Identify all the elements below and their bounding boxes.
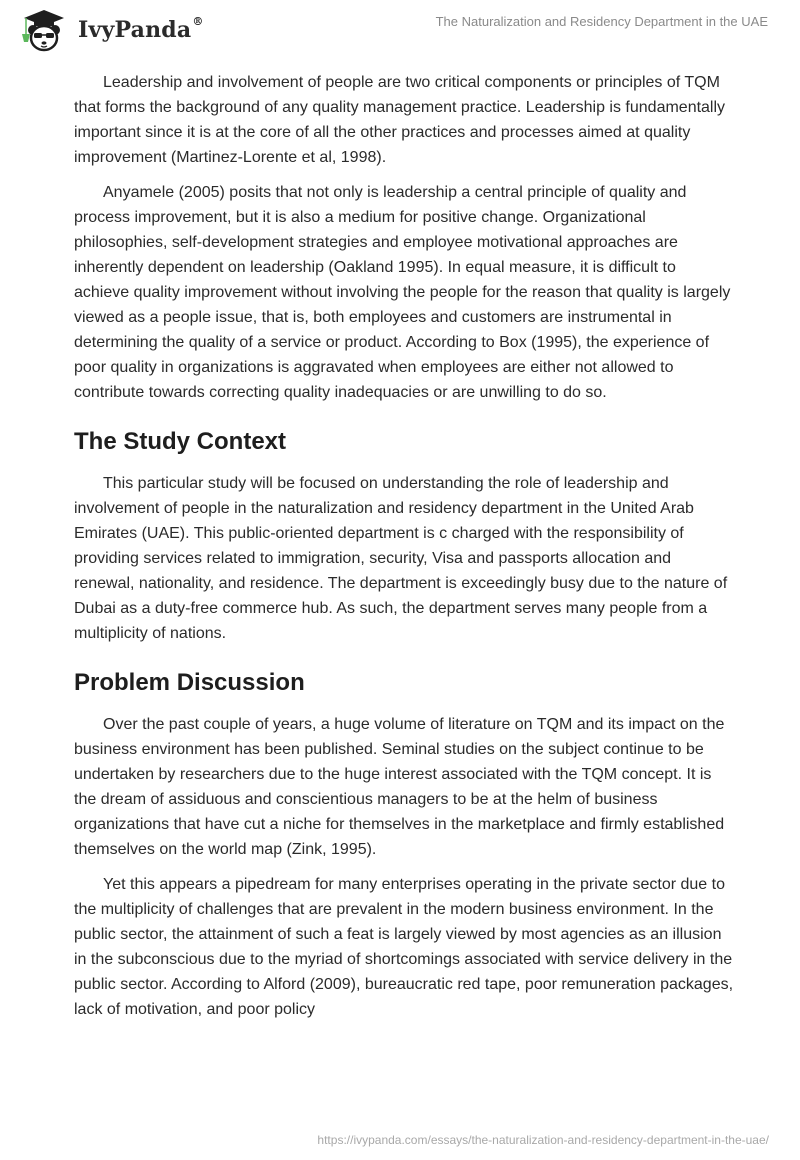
brand-name [78,17,204,43]
source-url-link[interactable]: https://ivypanda.com/essays/the-naturalization-and-residency-department-in-the-uae/ [317,1133,769,1147]
paragraph: Leadership and involvement of people are two critical components or principles of TQM that forms the background of any quality management practice. Leadership is fundamentally important since it is at the core of all the other practices and processes aimed at quality improvement (Martinez-Lorente et al, 1998). [74,74,726,166]
paragraph: Yet this appears a pipedream for many enterprises operating in the private sector due to the multiplicity of challenges that are prevalent in the modern business environment. In the public sector, the attainment of such a feat is largely viewed by most agencies as an illusion in the subconscious due to the myriad of shortcomings associated with service delivery in the public sector. According to Alford (2009), bureaucratic red tape, poor remuneration packages, lack of motivation, and poor policy [74,876,734,1018]
brand-name-text: IvyPanda [78,17,192,43]
page-header [0,0,800,56]
essay-content [74,70,734,1032]
panda-graduate-icon [16,8,72,52]
paragraph: This particular study will be focused on understanding the role of leadership and involvement of people in the naturalization and residency department in the United Arab Emirates (UAE). This public-oriented department is c charged with the responsibility of providing services related to immigration, security, Visa and passports allocation and renewal, nationality, and residence. The department is exceedingly busy due to the nature of Dubai as a duty-free commerce hub. As such, the department serves many people from a multiplicity of nations. [74,475,728,642]
document-title: The Naturalization and Residency Department in the UAE [435,14,768,29]
section-heading-study-context: The Study Context [74,428,287,455]
registered-mark: ® [192,15,204,28]
section-heading-problem-discussion: Problem Discussion [74,669,305,696]
ivypanda-logo[interactable] [16,8,204,52]
paragraph: Anyamele (2005) posits that not only is leadership a central principle of quality and process improvement, but it is also a medium for positive change. Organizational philosophies, self-development strategies and employee motivational approaches are inherently dependent on leadership (Oakland 1995). In equal measure, it is difficult to achieve quality improvement without involving the people for the reason that quality is largely viewed as a people issue, that is, both employees and customers are instrumental in determining the quality of a service or product. According to Box (1995), the experience of poor quality in organizations is aggravated when employees are either not allowed to contribute towards correcting quality inadequacies or are unwilling to do so. [74,184,731,401]
paragraph: Over the past couple of years, a huge volume of literature on TQM and its impact on the business environment has been published. Seminal studies on the subject continue to be undertaken by researchers due to the huge interest associated with the TQM concept. It is the dream of assiduous and conscientious managers to be at the helm of business organizations that have cut a niche for themselves in the marketplace and firmly established themselves on the world map (Zink, 1995). [74,716,725,858]
